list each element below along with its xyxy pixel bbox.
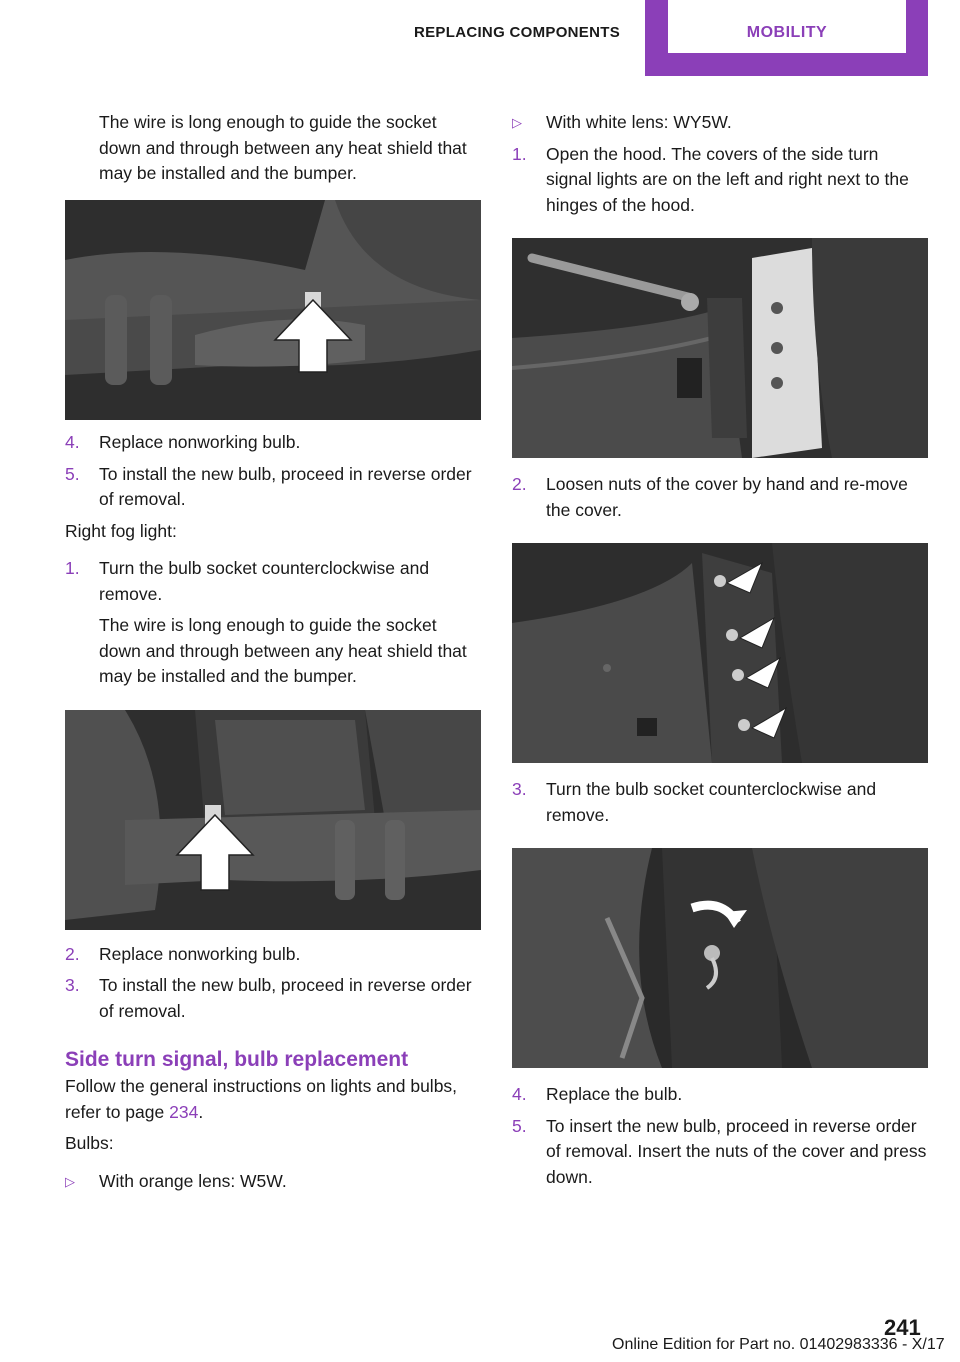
steps-list-c — [65, 942, 481, 1025]
list-item: 1. Open the hood. The covers of the side turn signal lights are on the left and right next to the hinges of the hood. — [512, 143, 909, 215]
steps-list-a — [65, 430, 481, 513]
left-fog-light-photo — [65, 200, 481, 420]
list-item: 2. Replace nonworking bulb. — [65, 943, 301, 964]
left-column — [65, 110, 481, 1194]
list-item: 1. Turn the bulb socket counterclockwise and remove. — [65, 558, 430, 604]
chapter-label: MOBILITY — [746, 24, 828, 41]
page-reference-link[interactable]: 234 — [169, 1101, 199, 1122]
bullet-item: ▷ With white lens: WY5W. — [512, 110, 928, 136]
section-title: Side turn signal, bulb replacement — [65, 1048, 409, 1071]
list-item: 4. Replace the bulb. — [512, 1084, 683, 1104]
page-number: 241 — [884, 1315, 921, 1340]
right-fog-label: Right fog light: — [65, 520, 177, 541]
right-fog-light-photo — [65, 710, 481, 930]
list-item: 2. Loosen nuts of the cover by hand and re‐move the cover. — [512, 474, 908, 520]
right-column — [512, 110, 928, 1190]
list-item: 5. To install the new bulb, proceed in reverse order of removal. — [65, 463, 472, 509]
triangle-bullet-icon: ▷ — [512, 115, 522, 130]
bullet-item: ▷ With orange lens: W5W. — [65, 1169, 481, 1195]
running-header-section: REPLACING COMPONENTS — [414, 24, 621, 41]
wire-note: The wire is long enough to guide the socket down and through between any heat shield that may be installed and the bumper. — [99, 615, 467, 686]
hood-hinge-photo — [512, 238, 928, 458]
bulb-socket-photo — [512, 848, 928, 1068]
list-item: 3. Turn the bulb socket counterclockwise and remove. — [512, 779, 877, 825]
triangle-bullet-icon: ▷ — [65, 1173, 75, 1189]
list-item: 3. To install the new bulb, proceed in reverse order of removal. — [65, 975, 472, 1021]
bulbs-label: Bulbs: — [65, 1133, 114, 1153]
general-instructions: Follow the general instructions on lights and bulbs, refer to page 234. — [65, 1076, 458, 1122]
list-item: 4. Replace nonworking bulb. — [65, 432, 301, 452]
cover-nuts-photo — [512, 543, 928, 763]
wire-note: The wire is long enough to guide the socket down and through between any heat shield that may be installed and the bumper. — [99, 112, 467, 183]
list-item: 5. To insert the new bulb, proceed in reverse order of removal. Insert the nuts of the cover and press down. — [512, 1115, 927, 1187]
footer-edition: Online Edition for Part no. 01402983336 - X/17 — [612, 1336, 945, 1353]
